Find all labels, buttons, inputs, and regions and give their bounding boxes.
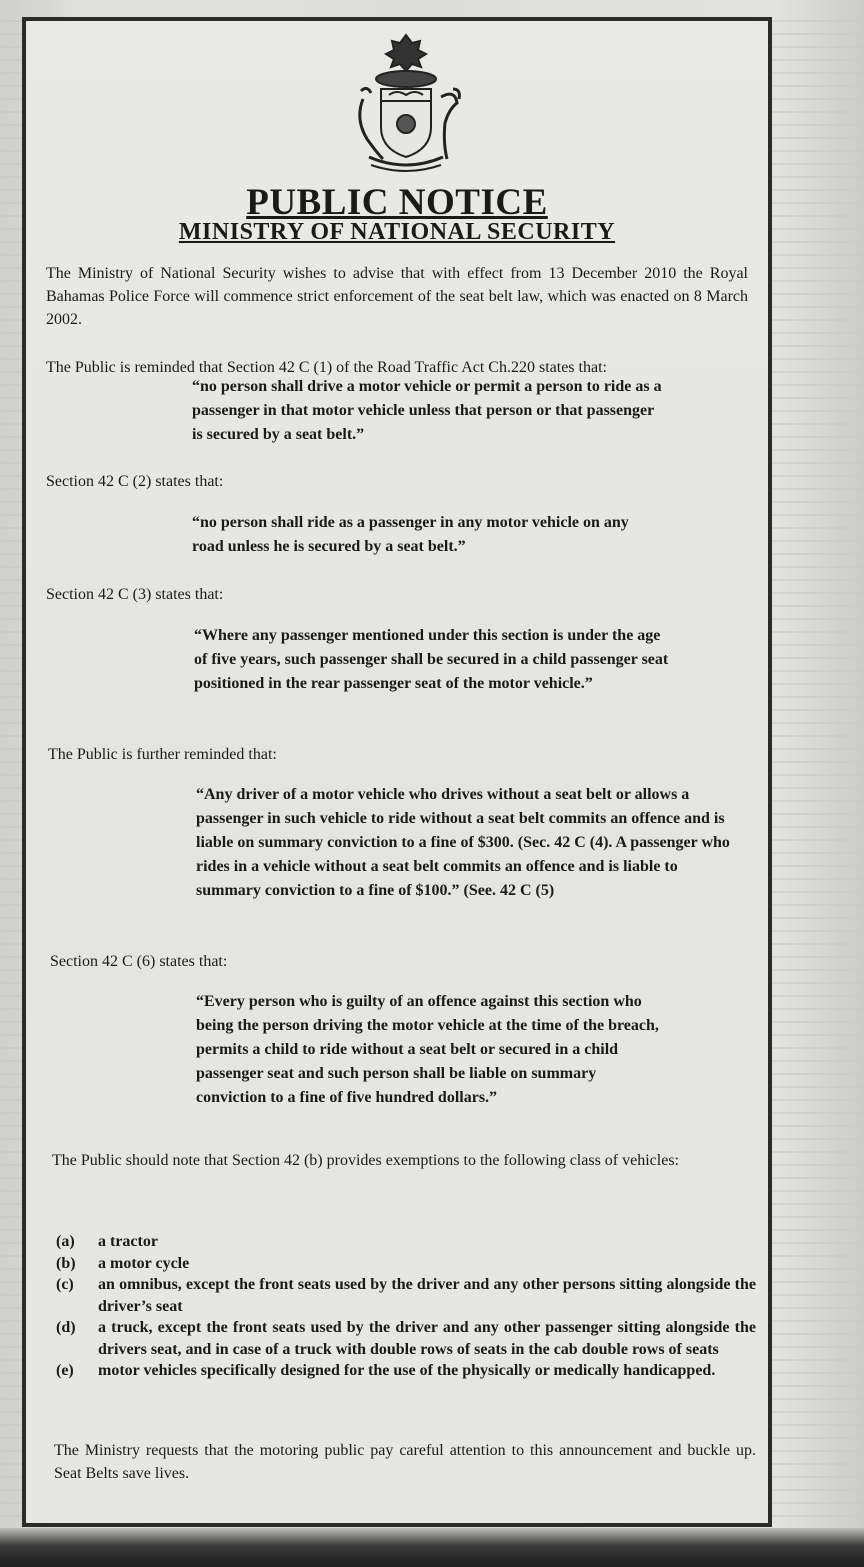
- list-item: [56, 1360, 756, 1382]
- quote-section-42c1: “no person shall drive a motor vehicle or permit a person to ride as a passenger in that motor vehicle unless that person or that passenger is secured by a seat belt.”: [192, 378, 662, 443]
- page-bottom-strip: [0, 1528, 864, 1567]
- further-reminder-intro: The Public is further reminded that:: [48, 746, 277, 763]
- quote-section-42c3: “Where any passenger mentioned under this section is under the age of five years, such passenger shall be secured in a child passenger seat positioned in the rear passenger seat of the motor vehicle.”: [194, 627, 669, 692]
- notice-frame: [22, 17, 772, 1527]
- section-42c2-intro: Section 42 C (2) states that:: [46, 473, 224, 490]
- list-item-text: a truck, except the front seats used by the driver and any other passenger sitting alongside the drivers seat, and in case of a truck with double rows of seats in the cab double rows of seats: [98, 1319, 756, 1358]
- list-item: [56, 1274, 756, 1317]
- exemptions-intro: The Public should note that Section 42 (b) provides exemptions to the following class of vehicles:: [52, 1152, 679, 1169]
- exemptions-list: [56, 1231, 756, 1382]
- list-item-text: a tractor: [98, 1233, 158, 1250]
- list-item: [56, 1317, 756, 1360]
- quote-section-42c6: “Every person who is guilty of an offence against this section who being the person driving the motor vehicle at the time of the breach, permits a child to ride without a seat belt or secured in a child passenger seat and such person shall be liable on summary conviction to a fine of five hundred dollars.”: [196, 993, 659, 1106]
- list-item-label: (e): [56, 1362, 74, 1379]
- list-item: [56, 1231, 756, 1253]
- bleed-through-right: [770, 20, 864, 1520]
- list-item-text: a motor cycle: [98, 1254, 190, 1272]
- intro-paragraph: The Ministry of National Security wishes to advise that with effect from 13 December 2010 the Royal Bahamas Police Force will commence strict enforcement of the seat belt law, which was enacted on 8 March 2002.: [46, 265, 748, 328]
- quote-penalties: “Any driver of a motor vehicle who drives without a seat belt or allows a passenger in such vehicle to ride without a seat belt commits an offence and is liable on summary conviction to a fine of $300. (Sec. 42 C (4). A passenger who rides in a vehicle without a seat belt commits an offence and is liable to summary conviction to a fine of $100.” (See. 42 C (5): [196, 786, 730, 899]
- list-item-label: (a): [56, 1233, 75, 1250]
- section-42c6-intro: Section 42 C (6) states that:: [50, 953, 228, 970]
- ministry-subtitle: MINISTRY OF NATIONAL SECURITY: [178, 219, 616, 245]
- section-42c3-intro: Section 42 C (3) states that:: [46, 586, 224, 603]
- list-item-label: (d): [56, 1319, 76, 1336]
- list-item-text: an omnibus, except the front seats used by the driver and any other persons sitting alongside the driver’s seat: [98, 1276, 756, 1315]
- list-item: [56, 1253, 756, 1275]
- list-item-label: (c): [56, 1276, 74, 1293]
- bleed-through-left: [0, 20, 22, 1520]
- page-title: PUBLIC NOTICE: [246, 182, 548, 223]
- quote-section-42c2: “no person shall ride as a passenger in any motor vehicle on any road unless he is secured by a seat belt.”: [192, 514, 629, 555]
- list-item-label: (b): [56, 1254, 76, 1272]
- reminder-intro: The Public is reminded that Section 42 C (1) of the Road Traffic Act Ch.220 states that:: [46, 359, 607, 376]
- closing-paragraph: The Ministry requests that the motoring public pay careful attention to this announcement and buckle up. Seat Belts save lives.: [54, 1442, 756, 1482]
- list-item-text: motor vehicles specifically designed for the use of the physically or medically handicapped.: [98, 1362, 716, 1379]
- coat-of-arms-icon: [341, 29, 471, 177]
